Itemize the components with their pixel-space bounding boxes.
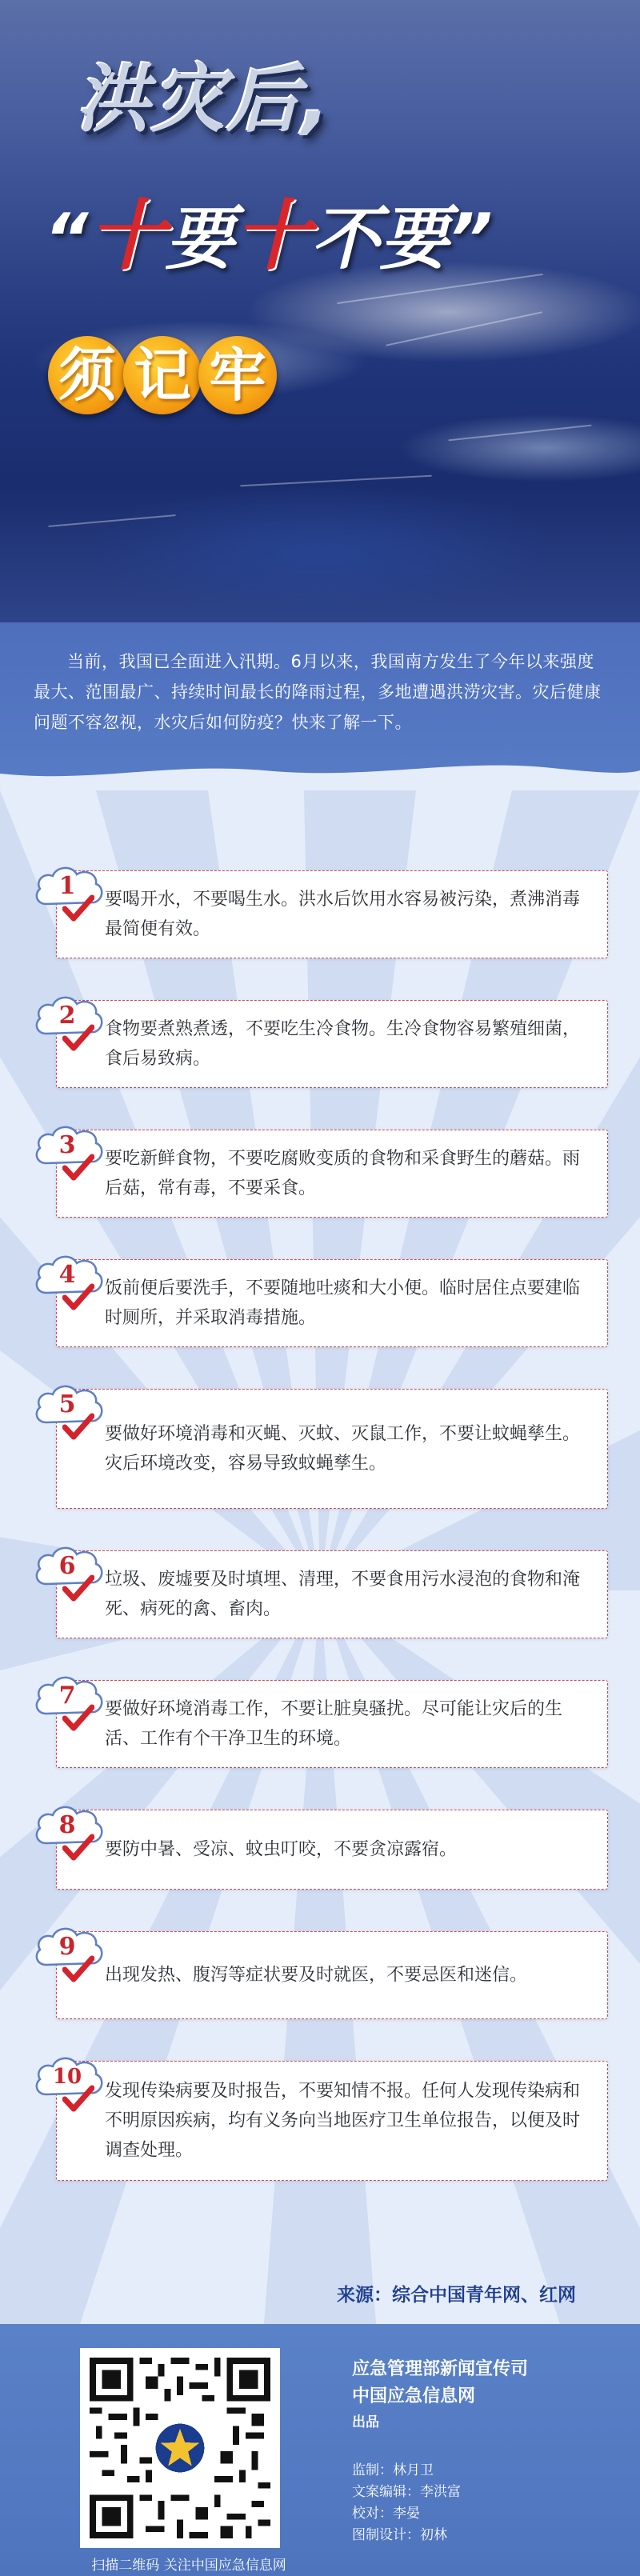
intro-section — [0, 622, 640, 790]
rule-number: 2 — [58, 1002, 76, 1030]
check-icon — [62, 1834, 94, 1862]
title-circle-1 — [48, 336, 126, 414]
rule-text: 食物要煮熟煮透，不要吃生冷食物。生冷食物容易繁殖细菌，食后易致病。 — [105, 1019, 581, 1069]
credit-item: 监制：林月卫 — [352, 2462, 434, 2478]
footer — [0, 2324, 640, 2576]
rule-text: 出现发热、腹泻等症状要及时就医，不要忌医和迷信。 — [105, 1965, 528, 1986]
rules-section — [0, 790, 640, 2324]
check-icon — [62, 1955, 94, 1984]
title-line-1: 洪灾后, — [76, 57, 331, 142]
rule-badge — [32, 1923, 106, 1997]
wave-streak — [448, 425, 591, 442]
rule-text: 要喝开水，不要喝生水。洪水后饮用水容易被污染，煮沸消毒最简便有效。 — [105, 890, 581, 939]
title-quote-close: ” — [448, 199, 493, 279]
check-icon — [62, 1574, 94, 1603]
title-ten-1: 十 — [88, 191, 166, 281]
check-icon — [62, 1283, 94, 1312]
wave-streak — [240, 475, 432, 487]
rule-text: 垃圾、废墟要及时填埋、清理，不要食用污水浸泡的食物和淹死、病死的禽、畜肉。 — [105, 1570, 581, 1619]
title-ten-2: 十 — [234, 191, 311, 281]
publisher-line-1: 应急管理部新闻宣传司 — [352, 2359, 529, 2379]
title-circle-3 — [198, 336, 277, 414]
rule-badge — [32, 1802, 106, 1875]
rule-number: 6 — [58, 1552, 76, 1580]
qr-code-icon — [90, 2358, 270, 2538]
rule-card-box — [56, 1931, 608, 2019]
rule-text: 要防中暑、受凉、蚊虫叮咬，不要贪凉露宿。 — [105, 1839, 458, 1860]
title-circle-char: 记 — [133, 342, 191, 409]
check-icon — [62, 2085, 94, 2114]
credit-item: 校对：李晏 — [352, 2506, 420, 2522]
source-credit: 来源：综合中国青年网、红网 — [337, 2284, 576, 2306]
title-circle-2 — [123, 336, 202, 414]
check-icon — [62, 1024, 94, 1053]
intro-wave-divider — [0, 759, 640, 791]
rule-badge — [32, 992, 106, 1066]
title-yao: 要 — [165, 199, 234, 279]
rule-number: 3 — [58, 1131, 76, 1159]
hero-banner — [0, 0, 640, 622]
wave-streak — [48, 514, 176, 527]
rule-number: 10 — [52, 2065, 82, 2089]
title-circle-char: 须 — [58, 342, 116, 409]
rule-card-box — [56, 1000, 608, 1088]
rule-text: 发现传染病要及时报告，不要知情不报。任何人发现传染病和不明原因疾病，均有义务向当地医疗卫生单位报告，以便及时调查处理。 — [105, 2081, 581, 2161]
rule-badge — [32, 1251, 106, 1325]
rule-text: 要做好环境消毒工作，不要让脏臭骚扰。尽可能让灾后的生活、工作有个干净卫生的环境。 — [105, 1699, 563, 1749]
check-icon — [62, 1413, 94, 1442]
publisher-line-2: 中国应急信息网 — [352, 2386, 476, 2406]
title-buyao: 不要 — [310, 199, 449, 279]
credit-item: 文案编辑：李洪富 — [352, 2484, 461, 2500]
rule-number: 5 — [58, 1390, 76, 1418]
title-line-3 — [48, 336, 288, 416]
rule-card-box — [56, 1389, 608, 1509]
rule-card-box — [56, 1550, 608, 1638]
credits-list — [352, 2460, 608, 2546]
rule-badge — [32, 1381, 106, 1454]
publisher-line-3: 出品 — [352, 2414, 379, 2430]
rule-text: 要吃新鲜食物，不要吃腐败变质的食物和采食野生的蘑菇。雨后菇，常有毒，不要采食。 — [105, 1149, 581, 1198]
title-line-2 — [44, 192, 572, 280]
rule-badge — [32, 1672, 106, 1746]
check-icon — [62, 1704, 94, 1733]
wave-streak — [386, 311, 542, 346]
check-icon — [62, 1154, 94, 1182]
rule-badge — [32, 1122, 106, 1195]
intro-paragraph: 当前，我国已全面进入汛期。6月以来，我国南方发生了今年以来强度最大、范围最广、持续时间最长的降雨过程，多地遭遇洪涝灾害。灾后健康问题不容忽视，水灾后如何防疫？快来了解一下。 — [34, 652, 602, 732]
rule-badge — [32, 2053, 106, 2126]
title-circle-char: 牢 — [208, 342, 266, 409]
qr-code[interactable] — [80, 2348, 280, 2548]
title-quote-open: “ — [44, 199, 89, 279]
publisher-block — [352, 2356, 608, 2442]
rule-number: 1 — [58, 872, 76, 900]
rule-number: 9 — [58, 1933, 76, 1961]
rule-number: 4 — [58, 1261, 76, 1289]
rule-number: 7 — [58, 1682, 76, 1710]
rule-text: 要做好环境消毒和灭蝇、灭蚊、灭鼠工作，不要让蚊蝇孳生。灾后环境改变，容易导致蚊蝇孳生。 — [105, 1424, 581, 1474]
rule-text: 饭前便后要洗手，不要随地吐痰和大小便。临时居住点要建临时厕所，并采取消毒措施。 — [105, 1278, 581, 1328]
rule-card-box — [56, 870, 608, 958]
rule-badge — [32, 1542, 106, 1616]
rule-card-box — [56, 1130, 608, 1218]
rule-card-box — [56, 1259, 608, 1347]
check-icon — [62, 894, 94, 923]
qr-caption: 扫描二维码 关注中国应急信息网 — [91, 2558, 286, 2574]
credit-item: 图制设计：初林 — [352, 2527, 447, 2543]
rule-number: 8 — [58, 1811, 76, 1839]
rule-card-box — [56, 1680, 608, 1768]
rule-card-box — [56, 1810, 608, 1890]
rule-card-box — [56, 2061, 608, 2181]
rule-badge — [32, 862, 106, 936]
